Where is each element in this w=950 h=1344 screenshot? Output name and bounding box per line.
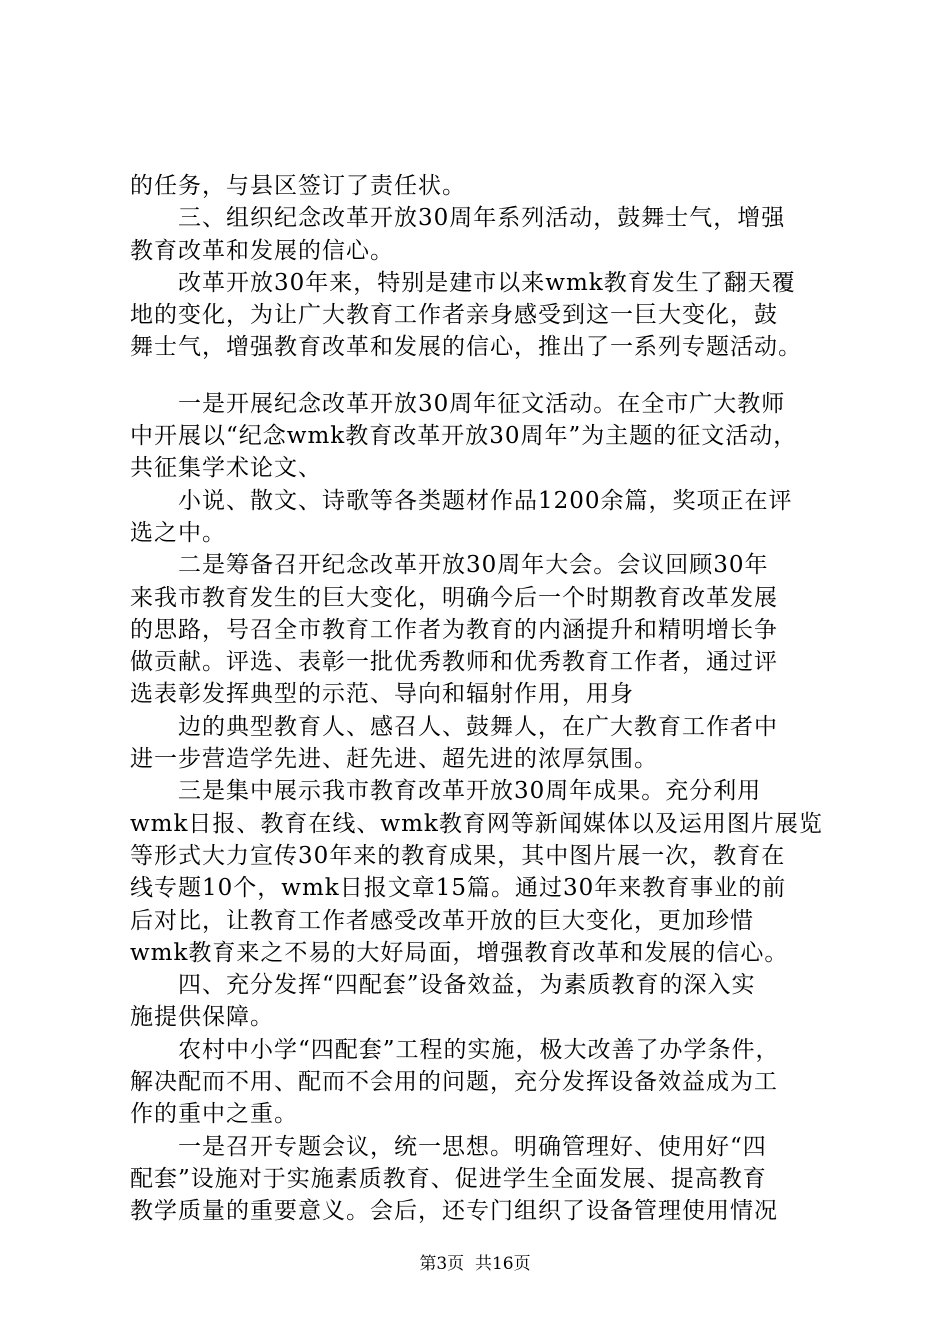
text-line: 后对比，让教育工作者感受改革开放的巨大变化，更加珍惜 bbox=[130, 907, 754, 934]
text-line: 配套”设施对于实施素质教育、促进学生全面发展、提高教育 bbox=[130, 1165, 767, 1192]
text-line: 二是筹备召开纪念改革开放30周年大会。会议回顾30年 bbox=[130, 552, 769, 579]
text-line: 中开展以“纪念wmk教育改革开放30周年”为主题的征文活动， bbox=[130, 423, 798, 450]
page-number-footer: 第3页 共16页 bbox=[419, 1254, 531, 1274]
text-line: 施提供保障。 bbox=[130, 1004, 274, 1031]
text-line: 教学质量的重要意义。会后，还专门组织了设备管理使用情况 bbox=[130, 1198, 778, 1225]
text-line: 的思路，号召全市教育工作者为教育的内涵提升和精明增长争 bbox=[130, 616, 778, 643]
text-line: wmk日报、教育在线、wmk教育网等新闻媒体以及运用图片展览 bbox=[130, 810, 823, 837]
text-line: 边的典型教育人、感召人、鼓舞人，在广大教育工作者中 bbox=[130, 713, 778, 740]
text-line: 舞士气，增强教育改革和发展的信心，推出了一系列专题活动。 bbox=[130, 334, 802, 361]
text-line: 农村中小学“四配套”工程的实施，极大改善了办学条件， bbox=[130, 1036, 780, 1063]
text-line: 作的重中之重。 bbox=[130, 1101, 298, 1128]
section-heading: 三、组织纪念改革开放30周年系列活动，鼓舞士气，增强 bbox=[130, 205, 786, 232]
text-line: 做贡献。评选、表彰一批优秀教师和优秀教育工作者，通过评 bbox=[130, 649, 778, 676]
text-line: 线专题10个，wmk日报文章15篇。通过30年来教育事业的前 bbox=[130, 875, 787, 902]
text-line: 一是召开专题会议，统一思想。明确管理好、使用好“四 bbox=[130, 1133, 767, 1160]
text-line: 一是开展纪念改革开放30周年征文活动。在全市广大教师 bbox=[130, 390, 786, 417]
text-line: 共征集学术论文、 bbox=[130, 455, 322, 482]
text-line: 选之中。 bbox=[130, 519, 226, 546]
text-line: 三是集中展示我市教育改革开放30周年成果。充分利用 bbox=[130, 778, 762, 805]
text-line: 教育改革和发展的信心。 bbox=[130, 237, 394, 264]
text-line: wmk教育来之不易的大好局面，增强教育改革和发展的信心。 bbox=[130, 939, 789, 966]
text-line: 选表彰发挥典型的示范、导向和辐射作用，用身 bbox=[130, 681, 634, 708]
text-line: 来我市教育发生的巨大变化，明确今后一个时期教育改革发展 bbox=[130, 584, 778, 611]
text-line: 小说、散文、诗歌等各类题材作品1200余篇，奖项正在评 bbox=[130, 487, 793, 514]
paragraph-gap bbox=[130, 364, 840, 388]
section-heading: 四、充分发挥“四配套”设备效益，为素质教育的深入实 bbox=[130, 972, 756, 999]
text-line: 改革开放30年来，特别是建市以来wmk教育发生了翻天覆 bbox=[130, 269, 796, 296]
text-line: 地的变化，为让广大教育工作者亲身感受到这一巨大变化，鼓 bbox=[130, 302, 778, 329]
text-line: 解决配而不用、配而不会用的问题，充分发挥设备效益成为工 bbox=[130, 1069, 778, 1096]
document-body bbox=[130, 170, 840, 1228]
text-line: 的任务，与县区签订了责任状。 bbox=[130, 173, 466, 199]
text-line: 等形式大力宣传30年来的教育成果，其中图片展一次，教育在 bbox=[130, 842, 786, 869]
text-line: 进一步营造学先进、赶先进、超先进的浓厚氛围。 bbox=[130, 746, 658, 773]
